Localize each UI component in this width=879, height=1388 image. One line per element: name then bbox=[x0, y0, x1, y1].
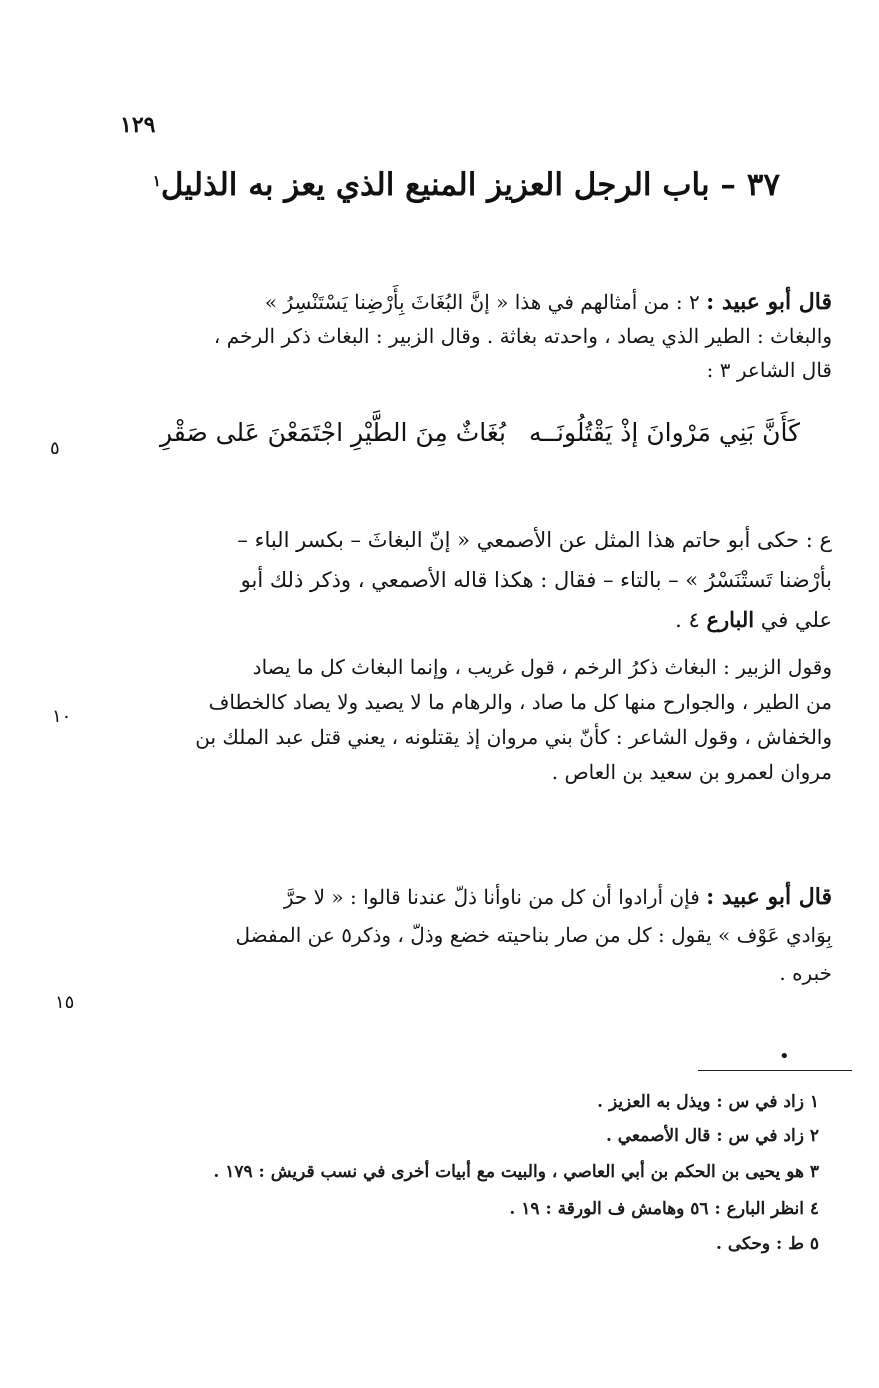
paragraph-1 bbox=[112, 285, 832, 387]
footnote-4: ٤ انظر البارع : ٥٦ وهامش ف الورقة : ١٩ . bbox=[509, 1199, 819, 1219]
paragraph-1-line-3: قال الشاعر ٣ : bbox=[706, 358, 832, 382]
book-title-albari: البارع bbox=[706, 607, 755, 632]
verse-first-hemistich: كَأَنَّ بَنِي مَرْوانَ إذْ يَقْتُلُونَــه bbox=[529, 418, 800, 447]
paragraph-3-line-1: وقول الزبير : البغاث ذكرُ الرخم ، قول غريب ، وإنما البغاث كل ما يصاد bbox=[252, 655, 832, 679]
margin-line-number-15: ١٥ bbox=[55, 992, 75, 1013]
paragraph-3-line-4: مروان لعمرو بن سعيد بن العاص . bbox=[551, 760, 832, 784]
paragraph-2-line-1: ع : حكى أبو حاتم هذا المثل عن الأصمعي « إنّ البغاثَ – بكسر الباء – bbox=[237, 528, 832, 552]
paragraph-4-line-1-text: فإن أرادوا أن كل من ناوأنا ذلّ عندنا قالوا : « لا حرَّ bbox=[283, 885, 700, 909]
chapter-title-text: ٣٧ – باب الرجل العزيز المنيع الذي يعز به الذليل bbox=[160, 167, 780, 203]
paragraph-4 bbox=[112, 878, 832, 992]
margin-line-number-5: ٥ bbox=[50, 438, 60, 459]
footnote-1: ١ زاد في س : ويذل به العزيز . bbox=[597, 1092, 819, 1112]
speaker-lead-2: قال أبو عبيد : bbox=[706, 884, 832, 910]
paragraph-2-line-3-start: علي في bbox=[760, 608, 832, 632]
paragraph-1-line-2: والبغاث : الطير الذي يصاد ، واحدته بغاثة . وقال الزبير : البغاث ذكر الرخم ، bbox=[213, 324, 832, 348]
chapter-title bbox=[152, 160, 780, 210]
footnote-3: ٣ هو يحيى بن الحكم بن أبي العاصي ، والبيت مع أبيات أخرى في نسب قريش : ١٧٩ . bbox=[213, 1162, 819, 1182]
poem-verse bbox=[160, 408, 800, 468]
speaker-lead: قال أبو عبيد : bbox=[706, 289, 832, 315]
page-number: ١٢٩ bbox=[120, 112, 156, 138]
margin-line-number-10: ١٠ bbox=[52, 706, 72, 727]
separator-dot: • bbox=[779, 1046, 790, 1067]
paragraph-3-line-2: من الطير ، والجوارح منها كل ما صاد ، والرهام ما لا يصيد ولا يصاد كالخطاف bbox=[208, 690, 832, 714]
paragraph-1-line-1 bbox=[112, 285, 832, 319]
paragraph-4-line-1 bbox=[112, 878, 832, 916]
verse-second-hemistich: بُغَاثٌ مِنَ الطَّيْرِ اجْتَمَعْنَ عَلى صَقْرِ bbox=[160, 418, 506, 447]
paragraph-4-line-3: خبره . bbox=[779, 961, 832, 985]
paragraph-2-line-3-end: ٤ . bbox=[675, 608, 700, 632]
paragraph-3-line-3: والخفاش ، وقول الشاعر : كأنّ بني مروان إذ يقتلونه ، يعني قتل عبد الملك بن bbox=[195, 725, 832, 749]
footnote-rule bbox=[698, 1070, 852, 1071]
proverb-line: ٢ : من أمثالهم في هذا « إنَّ البُغَاثَ بِأَرْضِنا يَسْتَنْسِرُ » bbox=[264, 290, 700, 314]
paragraph-2-line-2: بأرْضنا تَستْنَسْرُ » – بالتاء – فقال : هكذا قاله الأصمعي ، وذكر ذلك أبو bbox=[240, 568, 832, 592]
paragraph-2 bbox=[112, 520, 832, 640]
paragraph-4-line-2: بِوَادي عَوْف » يقول : كل من صار بناحيته خضع وذلّ ، وذكر٥ عن المفضل bbox=[235, 923, 832, 947]
paragraph-2-line-3 bbox=[112, 600, 832, 640]
footnote-2: ٢ زاد في س : قال الأصمعي . bbox=[605, 1126, 819, 1146]
paragraph-3 bbox=[112, 650, 832, 790]
footnote-5: ٥ ط : وحكى . bbox=[715, 1234, 819, 1254]
title-footnote-marker: ١ bbox=[152, 172, 161, 190]
